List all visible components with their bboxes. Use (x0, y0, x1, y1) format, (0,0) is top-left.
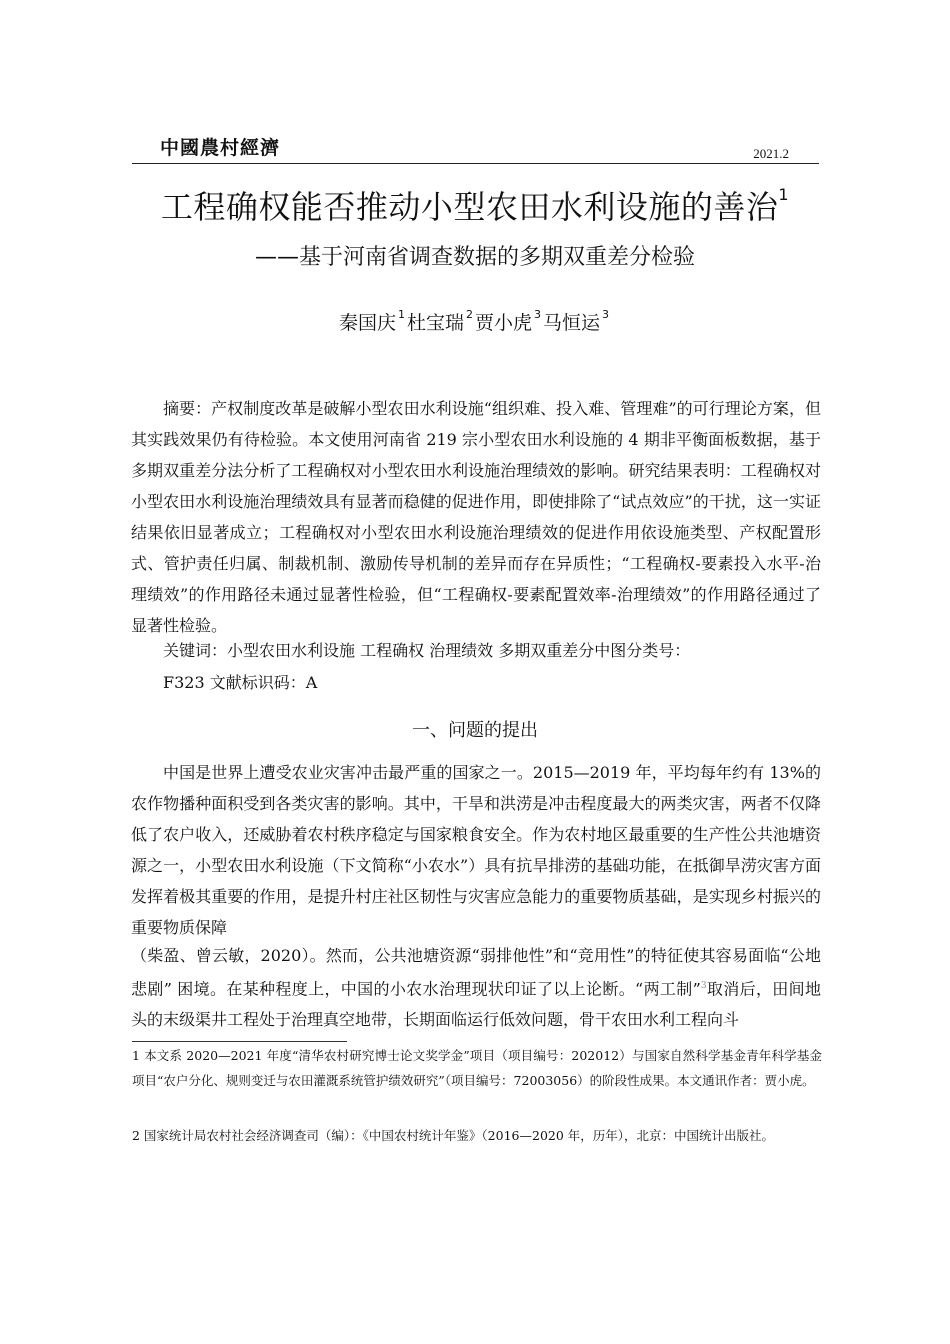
author-affiliation-mark: 3 (534, 307, 542, 321)
author-name: 杜宝瑞 (406, 312, 464, 334)
paper-title-text: 工程确权能否推动小型农田水利设施的善治 (160, 188, 779, 226)
author-affiliation-mark: 1 (397, 307, 405, 321)
footnote-2: 2 国家统计局农村社会经济调查司（编）：《中国农村统计年鉴》（2016—2020 年，历年），北京：中国统计出版社。 (132, 1128, 775, 1143)
journal-name: 中國農村經濟 (160, 137, 281, 159)
keywords-line: 关键词：小型农田水利设施 工程确权 治理绩效 多期双重差分中图分类号： (163, 641, 691, 660)
footnote-ref[interactable]: 3 (700, 981, 707, 991)
footnote-divider (132, 1041, 347, 1042)
section-heading: 一、问题的提出 (412, 720, 538, 741)
author-name: 秦国庆 (338, 312, 396, 334)
author-name: 马恒运 (543, 312, 601, 334)
paper-subtitle: ——基于河南省调查数据的多期双重差分检验 (254, 245, 695, 270)
body-paragraph-2 (131, 940, 821, 1035)
classification-line: F323 文献标识码：A (163, 673, 318, 692)
title-footnote-mark[interactable]: 1 (778, 185, 790, 205)
abstract-block (131, 393, 821, 641)
author-name: 贾小虎 (475, 312, 533, 334)
body-text: 取消后，田间地头的末级渠井工程处于治理真空地带，长期面临运行低效问题，骨干农田水利工程向斗 (131, 979, 821, 1030)
paper-title (0, 182, 950, 228)
footnote-1: 1 本文系 2020—2021 年度“清华农村研究博士论文奖学金”项目（项目编号：202012）与国家自然科学基金青年科学基金项目“农户分化、规则变迁与农田灌溉系统管护绩效研究”（项目编号：72003056）的阶段性成果。本文通讯作者：贾小虎。 (132, 1048, 822, 1088)
body-text: （柴盈、曾云敏，2020）。然而，公共池塘资源“弱排他性”和“竞用性”的特征使其容易面临“公地悲剧” 困境。在某种程度上，中国的小农水治理现状印证了以上论断。“两工制” (131, 946, 821, 999)
author-affiliation-mark: 3 (602, 307, 610, 321)
page-header (132, 133, 819, 164)
body-paragraph-1 (131, 757, 821, 943)
author-affiliation-mark: 2 (466, 307, 473, 321)
abstract-text: 摘要：产权制度改革是破解小型农田水利设施“组织难、投入难、管理难”的可行理论方案，但其实践效果仍有待检验。本文使用河南省 219 宗小型农田水利设施的 4 期非平衡面板数据，基于多期双重差分法分析了工程确权对小型农田水利设施治理绩效的影响。研究结果表明：工程确权对小型农田水利设施治理绩效具有显著而稳健的促进作用，即使排除了“试点效应”的干扰，这一实证结果依旧显著成立；工程确权对小型农田水利设施治理绩效的促进作用依设施类型、产权配置形式、管护责任归属、制裁机制、激励传导机制的差异而存在异质性；“工程确权-要素投入水平-治理绩效”的作用路径未通过显著性检验，但“工程确权-要素配置效率-治理绩效”的作用路径通过了显著性检验。 (131, 399, 821, 635)
issue-number: 2021.2 (753, 146, 789, 161)
body-text: 中国是世界上遭受农业灾害冲击最严重的国家之一。2015—2019 年，平均每年约有 13%的农作物播种面积受到各类灾害的影响。其中，干旱和洪涝是冲击程度最大的两类灾害，两者不仅降低了农户收入，还威胁着农村秩序稳定与国家粮食安全。作为农村地区最重要的生产性公共池塘资源之一，小型农田水利设施（下文简称“小农水”）具有抗旱排涝的基础功能，在抵御旱涝灾害方面发挥着极其重要的作用，是提升村庄社区韧性与灾害应急能力的重要物质基础，是实现乡村振兴的重要物质保障 (131, 763, 821, 937)
author-list (0, 308, 950, 335)
